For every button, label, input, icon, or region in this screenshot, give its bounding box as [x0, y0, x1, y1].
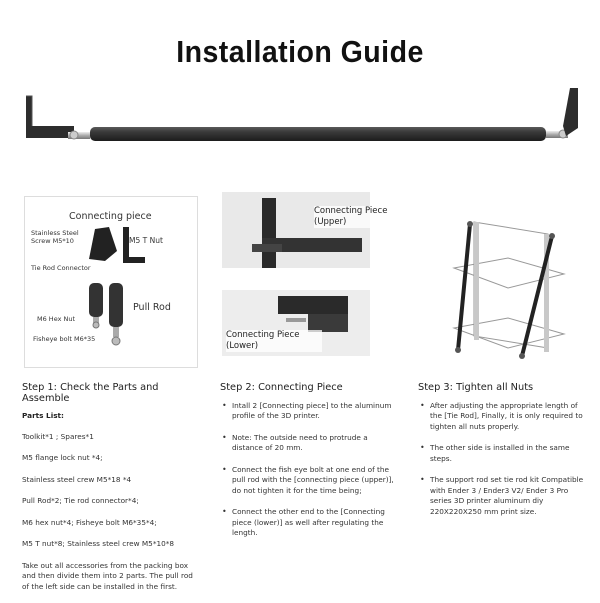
connecting-piece-upper-label: Connecting Piece (Upper)	[314, 206, 402, 228]
parts-list-title: Parts List:	[22, 411, 64, 420]
parts-illustration	[25, 197, 197, 367]
parts-item: M5 T nut*8; Stainless steel crew M5*10*8	[22, 539, 175, 548]
connecting-piece-photos	[222, 192, 388, 360]
connecting-piece-heading: Connecting piece	[69, 211, 152, 222]
step-2-heading: Step 2: Connecting Piece	[220, 382, 343, 393]
screw-label: Stainless Steel Screw M5*10	[31, 229, 79, 245]
step-2-bullet: • Note: The outside need to protrude a distance of 20 mm.	[232, 433, 400, 454]
step-2-bullet: • Intall 2 [Connecting piece] to the aluminum profile of the 3D printer.	[232, 401, 400, 422]
step-3-heading: Step 3: Tighten all Nuts	[418, 382, 534, 393]
step-2-section	[220, 383, 400, 550]
fisheye-bolt-label: Fisheye bolt M6*35	[33, 335, 96, 343]
parts-item: M5 flange lock nut *4;	[22, 453, 103, 462]
connecting-piece-lower-label: Connecting Piece (Lower)	[226, 330, 322, 352]
tie-rod-connector-label: Tie Rod Connector	[31, 264, 91, 272]
step-3-bullet: • The support rod set tie rod kit Compatible with Ender 3 / Ender3 V2/ Ender 3 Pro series 3D printer aluminum diy 220X220X250 mm print size.	[430, 475, 588, 517]
step-2-bullet: • Connect the fish eye bolt at one end of the pull rod with the [connecting piece (upper)], do not tighten it for the time being;	[232, 465, 400, 497]
step-3-bullet: • The other side is installed in the same steps.	[430, 443, 588, 464]
page-title: Installation Guide	[176, 34, 424, 69]
printer-frame-illustration	[448, 208, 568, 368]
step-1-section	[22, 383, 202, 603]
hex-nut-label: M6 Hex Nut	[37, 315, 76, 323]
parts-item: M6 hex nut*4; Fisheye bolt M6*35*4;	[22, 517, 157, 527]
step-1-heading: Step 1: Check the Parts and Assemble	[22, 382, 159, 404]
pull-rod-label: Pull Rod	[133, 302, 171, 313]
parts-item: Toolkit*1 ; Spares*1	[22, 431, 94, 441]
parts-item: Stainless steel crew M5*18 *4	[22, 474, 132, 484]
parts-diagram	[24, 196, 198, 368]
step-2-bullet: • Connect the other end to the [Connecting piece (lower)] as well after regulating the length.	[232, 507, 400, 539]
step-1-instructions: Take out all accessories from the packing box and then divide them into 2 parts. The pull rod of the left side can be installed in the first.	[22, 560, 193, 591]
t-nut-label: M5 T Nut	[129, 236, 163, 245]
parts-item: Pull Rod*2; Tie rod connector*4;	[22, 496, 139, 505]
tie-rod-product-image	[18, 80, 584, 170]
step-3-bullet: • After adjusting the appropriate length of the [Tie Rod], Finally, it is only required to tighten all nuts properly.	[430, 401, 588, 433]
step-3-section	[418, 383, 588, 528]
